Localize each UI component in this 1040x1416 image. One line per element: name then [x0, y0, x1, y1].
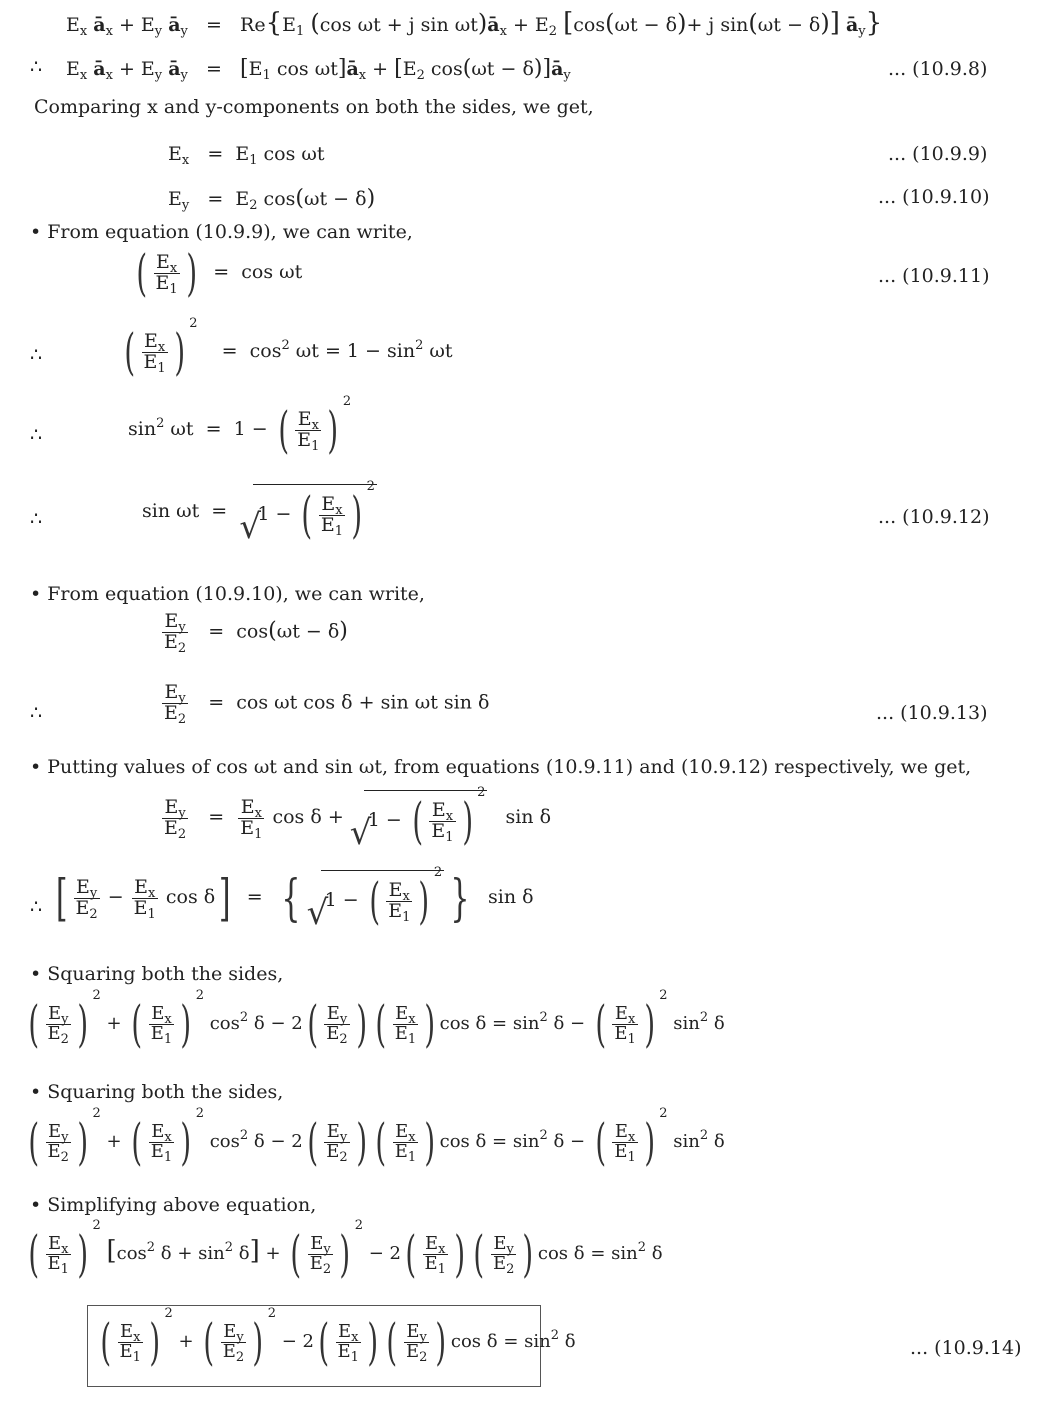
- eq-10-9-12: sin ωt = √ 1 − ( $\frac{E_x}{E_1}$ ) $^2$: [142, 484, 377, 540]
- eq-ey-e2: $\frac{E_y}{E_2}$ = cos(ωt − δ): [164, 610, 348, 656]
- therefore-symbol: ∴: [30, 344, 43, 366]
- therefore-symbol: ∴: [30, 56, 43, 78]
- eq-number: ... (10.9.8): [888, 58, 988, 80]
- eq-number: ... (10.9.11): [878, 265, 990, 287]
- therefore-symbol: ∴: [30, 702, 43, 724]
- eq-10-9-14: ( $\frac{E_x}{E_1}$ ) $^2$ + ( $\frac{E_y}{E_2}$ ) $^2$ − 2( $\frac{E_x}{E_1}$ ) ( $\frac{E_y}{E_2}$ ) $\cos \delta = \sin^2 \delta$: [100, 1306, 576, 1371]
- from-10-9-9-text: • From equation (10.9.9), we can write,: [30, 221, 413, 243]
- eq-squared-2: ( $\frac{E_y}{E_2}$ ) $^2$ + ( $\frac{E_x}{E_1}$ ) $^2$ $\cos^2 \delta - 2$( $\frac{E_y}{E_2}$ ) ( $\frac{E_x}{E_1}$ ) $\cos \delta = \sin^2 \delta$ − ( $\frac{E_x}{E_1}$ ) $^2$ $\sin^2 \delta$: [28, 1106, 725, 1171]
- eq-number: ... (10.9.10): [878, 186, 990, 208]
- therefore-symbol: ∴: [30, 508, 43, 530]
- squaring-text-1: • Squaring both the sides,: [30, 963, 283, 985]
- simplifying-text: • Simplifying above equation,: [30, 1194, 316, 1216]
- comparing-text: Comparing x and y-components on both the sides, we get,: [34, 96, 594, 118]
- eq-10-9-8: $E_x$ $ā_x + E_y$ $ā_y = [E_1$ $\cos \omega t]ā_x + [E_2$ $\cos(\omega t - \delta)]ā_y$: [66, 56, 571, 83]
- therefore-symbol: ∴: [30, 424, 43, 446]
- eq-sin-squared: $\sin^2 \omega t = 1$ − ( $\frac{E_x}{E_1}$ ) $^2$: [128, 394, 352, 459]
- eq-number: ... (10.9.14): [910, 1337, 1022, 1359]
- eq-number: ... (10.9.9): [888, 143, 988, 165]
- eq-rearranged: [ $\frac{E_y}{E_2}$ − $\frac{E_x}{E_1}$ cos δ] = {√ 1 − ( $\frac{E_x}{E_1}$ ) $^2$ } sin δ: [52, 870, 534, 926]
- squaring-text-2: • Squaring both the sides,: [30, 1081, 283, 1103]
- eq-square-cos: ( $\frac{E_x}{E_1}$ ) $^2$ = $\cos^2 \omega t = 1 - \sin^2 \omega t$: [124, 316, 453, 381]
- eq-10-9-13: $\frac{E_y}{E_2}$ = cos ωt cos δ + sin ωt sin δ: [164, 681, 490, 727]
- eq-10-9-9: $E_x = E_1$ cos ωt: [168, 143, 325, 168]
- eq-10-9-11: ( $\frac{E_x}{E_1}$ ) = cos ωt: [136, 244, 303, 302]
- eq-number: ... (10.9.13): [876, 702, 988, 724]
- eq-simplified: ( $\frac{E_x}{E_1}$ ) $^2$ [$\cos^2$ $\delta + \sin^2 \delta$] + ( $\frac{E_y}{E_2}$ ) $^2$ − 2( $\frac{E_x}{E_1}$ ) ( $\frac{E_y}{E_2}$ ) $\cos \delta = \sin^2 \delta$: [28, 1218, 663, 1283]
- putting-values-text: • Putting values of cos ωt and sin ωt, from equations (10.9.11) and (10.9.12) respectively, we get,: [30, 756, 971, 778]
- eq-10-9-10: $E_y = E_2$ cos(ωt − δ): [168, 186, 376, 213]
- from-10-9-10-text: • From equation (10.9.10), we can write,: [30, 583, 425, 605]
- eq-squared-1: ( $\frac{E_y}{E_2}$ ) $^2$ + ( $\frac{E_x}{E_1}$ ) $^2$ $\cos^2 \delta - 2$( $\frac{E_y}{E_2}$ ) ( $\frac{E_x}{E_1}$ ) $\cos \delta = \sin^2 \delta$ − ( $\frac{E_x}{E_1}$ ) $^2$ $\sin^2 \delta$: [28, 988, 725, 1053]
- eq-line-1: $E_x$ $ā_x + E_y$ $ā_y = Re\{E_1$ (cos ωt + j $\sin \omega t)ā_x + E_2$ [cos(ωt − δ)+ j sin(ωt − δ)] $ā_y$}: [66, 8, 883, 39]
- eq-substituted: $\frac{E_y}{E_2}$ = $\frac{E_x}{E_1}$ cos δ + √ 1 − ( $\frac{E_x}{E_1}$ ) $^2$ sin δ: [160, 790, 551, 846]
- eq-number: ... (10.9.12): [878, 506, 990, 528]
- therefore-symbol: ∴: [30, 896, 43, 918]
